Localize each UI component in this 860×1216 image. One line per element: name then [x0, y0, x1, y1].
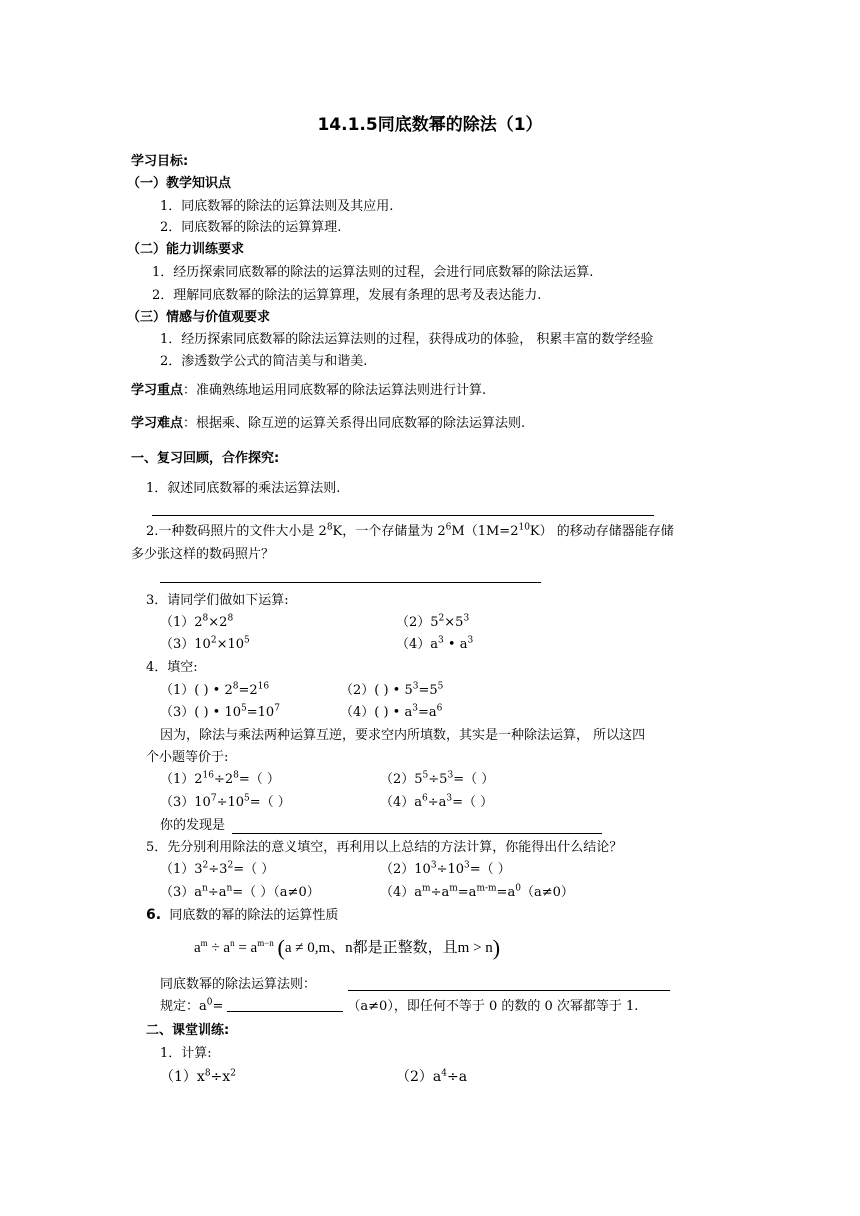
list-item: 2．渗透数学公式的简洁美与和谐美.: [160, 354, 368, 369]
part2-heading: 二、课堂训练:: [146, 1023, 230, 1038]
div-item: $(4)a^6\div a^3=$（ ）: [380, 793, 494, 810]
section-heading: （二）能力训练要求: [127, 242, 245, 257]
exp-item: $(4)a^m\div a^m=a^{m-m}=a^0(a\ne 0)$: [380, 883, 574, 900]
question-6: 6. 同底数的幂的除法的运算性质: [146, 907, 339, 923]
exp-item: $(1)3^2\div 3^2=$（ ）: [160, 860, 275, 877]
div-item: $(1)2^{16}\div 2^8=$（ ）: [160, 770, 280, 787]
question-1: 1．叙述同底数幂的乘法运算法则.: [146, 481, 341, 496]
key-label: 学习重点: [131, 383, 184, 398]
list-item: 1．经历探索同底数幂的除法的运算法则的过程，会进行同底数幂的除法运算.: [152, 265, 594, 280]
fill-item: （3）( ) • $10^5=10^7$: [160, 703, 280, 720]
div-item: $(2)5^5\div 5^3=$（ ）: [380, 770, 495, 787]
calc-item: $(1)2^8\times 2^8$: [160, 613, 234, 630]
exercise-item: $(2)a^4\div a$: [396, 1068, 468, 1085]
key-point: [131, 382, 486, 400]
division-formula: $a^m \div a^n = a^{m-n}$ (a ≠ 0,m、n都是正整数，且m > n): [194, 935, 501, 960]
fill-item: （1）( ) • $2^8=2^{16}$: [160, 681, 270, 698]
exp-item: $(2)10^3\div 10^3=$（ ）: [380, 860, 511, 877]
paragraph: 因为，除法与乘法两种运算互逆，要求空内所填数，其实是一种除法运算， 所以这四: [160, 728, 646, 743]
exercise-item: $(1)x^8\div x^2$: [160, 1068, 236, 1085]
fill-item: （2）( ) • $5^3=5^5$: [340, 681, 444, 698]
list-item: 1．经历探索同底数幂的除法运算法则的过程，获得成功的体验， 积累丰富的数学经验: [160, 332, 654, 347]
list-item: 2．理解同底数幂的除法的运算算理，发展有条理的思考及表达能力.: [152, 288, 542, 303]
key-text: ：准确熟练地运用同底数幂的除法运算法则进行计算.: [183, 383, 487, 398]
question-3: 3．请同学们做如下运算:: [146, 593, 289, 608]
div-item: $(3)10^7\div 10^5=$（ ）: [160, 793, 291, 810]
finding-label: 你的发现是: [160, 818, 226, 833]
difficulty-label: 学习难点: [131, 416, 184, 431]
exp-item: $(3)a^n\div a^n=$（ ）（a≠0）: [160, 883, 320, 900]
answer-line: [232, 833, 602, 834]
list-item: 1．同底数幂的除法的运算法则及其应用.: [160, 199, 394, 214]
definition: 规定：$a^0= (a\ne 0)$，即任何不等于 0 的数的 0 次幂都等于 1.: [160, 997, 639, 1014]
goals-heading: 学习目标:: [131, 154, 189, 169]
calc-item: $(3)10^2\times 10^5$: [160, 635, 250, 652]
section-heading: （三）情感与价值观要求: [127, 310, 271, 325]
calc-item: $(2)5^2\times 5^3$: [396, 613, 470, 630]
paragraph: 个小题等价于:: [146, 750, 229, 765]
fill-item: （4）( ) • $a^3=a^6$: [340, 703, 443, 720]
difficulty-point: [131, 415, 525, 433]
section-heading: （一）教学知识点: [127, 176, 232, 191]
question-5: 5．先分别利用除法的意义填空，再利用以上总结的方法计算，你能得出什么结论？: [146, 840, 623, 855]
answer-line: [227, 998, 343, 1012]
answer-line: [348, 990, 670, 991]
rule-label: 同底数幂的除法运算法则：: [160, 977, 317, 992]
difficulty-text: ：根据乘、除互逆的运算关系得出同底数幂的除法运算法则.: [183, 416, 526, 431]
question-2-line2: 多少张这样的数码照片？: [131, 547, 275, 562]
answer-line: [152, 515, 654, 516]
question-4: 4．填空:: [146, 660, 198, 675]
answer-line: [160, 582, 541, 583]
list-item: 2．同底数幂的除法的运算算理.: [160, 220, 342, 235]
question-2: 2.一种数码照片的文件大小是 $2^8K$，一个存储量为 $2^6M(1M=2^{10}K)$ 的移动存储器能存储: [146, 522, 674, 539]
part1-heading: 一、复习回顾，合作探究:: [131, 451, 280, 466]
calc-item: $(4)a^3$ • $a^3$: [396, 635, 474, 652]
page-title: 14.1.5同底数幂的除法（1）: [317, 115, 543, 135]
exercise-prompt: 1．计算:: [160, 1046, 212, 1061]
